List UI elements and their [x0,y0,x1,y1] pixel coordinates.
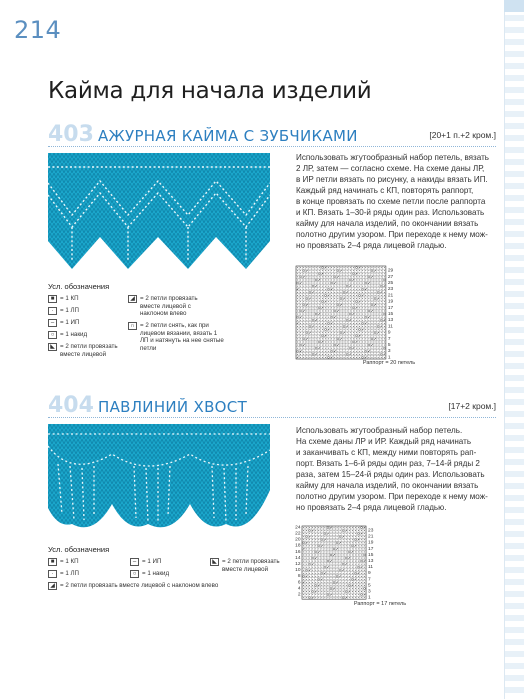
legend-item: ∩ = 2 петли снять, как при лицевом вязании, вязать 1 ЛП и натянуть на нее снятые петли [128,322,224,352]
row-label: 10 [295,568,301,574]
row-label: 5 [368,583,371,589]
row-label: 12 [295,562,301,568]
stitch-count: [17+2 кром.] [448,401,496,411]
legend-item: ○ = 1 накид [48,331,87,339]
row-label: 17 [368,546,374,552]
section-title: АЖУРНАЯ КАЙМА С ЗУБЧИКАМИ [98,127,358,145]
legend-item: ◣ = 2 петли провязать вместе лицевой [48,343,124,358]
row-label: 14 [295,555,301,561]
row-label: 23 [387,287,394,293]
row-label: 5 [387,342,391,348]
row-label: 21 [368,534,374,540]
row-label: 7 [368,577,371,583]
chapter-title: Кайма для начала изделий [48,78,372,104]
row-label: 27 [387,274,394,280]
row-label: 1 [368,595,371,600]
legend-item: · = 1 ЛП [48,570,79,578]
row-label: 16 [295,549,301,555]
row-label: 2 [297,592,301,598]
section-header-404 [48,395,496,417]
legend-item: – = 1 ИП [48,319,79,327]
legend-item: ■ = 1 КП [48,558,79,566]
row-label: 11 [368,565,374,571]
row-label: 11 [387,324,393,330]
legend-item: ◢ = 2 петли провязать вместе лицевой с наклоном влево [128,295,208,318]
row-label: 9 [387,330,391,336]
row-label: 13 [387,318,394,324]
row-label: 17 [387,305,394,311]
knit-photo-403 [48,153,270,269]
row-label: 18 [295,543,301,549]
section-title: ПАВЛИНИЙ ХВОСТ [98,398,248,416]
row-label: 13 [368,558,374,564]
row-label: 7 [387,336,391,342]
row-label: 22 [295,531,301,537]
row-label: 4 [297,586,301,592]
row-label: 8 [297,574,301,580]
row-label: 20 [295,537,301,543]
row-label: 15 [387,311,394,317]
legend-item: · = 1 ЛП [48,307,79,315]
legend-item: – = 1 ИП [130,558,161,566]
row-label: 1 [387,355,391,361]
chart-caption-404: Раппорт = 17 петель [353,601,407,607]
knitting-chart-404 [290,524,470,605]
row-label: 25 [387,280,394,286]
row-label: 3 [368,589,371,595]
row-label: 24 [295,525,301,531]
legend-item: ◢ = 2 петли провязать вместе лицевой с наклоном влево [48,582,278,590]
legend-item: ○ = 1 накид [130,570,169,578]
legend-item: ■ = 1 КП [48,295,79,303]
chart-caption-403: Раппорт = 20 петель [362,360,416,366]
section-header-403 [48,124,496,146]
row-label: 15 [368,552,374,558]
legend-title: Усл. обозначения [48,282,110,291]
row-label: 19 [387,299,394,305]
page-number: 214 [14,16,62,44]
legend-title: Усл. обозначения [48,545,110,554]
row-label: 23 [368,528,374,534]
chart-grid-404 [290,524,470,600]
page-edge-strip [504,0,524,699]
row-label: 6 [297,580,301,586]
description-404: Использовать жгутообразный набор петель. На схеме даны ЛР и ИР. Каждый ряд начинать и заканчивать с КП, между ними повторять рап- порт. Вязать 1–6-й ряды один раз, 7–14-й ряды 2 раза, затем 15–24-й ряды один раз. Использовать кайму для начала изделий, по окончании вязать полотно другим узором. При переходе к нему мож- но провязать 2–4 ряда лицевой гладью. [296,426,488,512]
row-label: 29 [387,268,394,274]
knit-photo-404 [48,424,270,540]
row-label: 3 [387,349,391,355]
legend-item: ◣ = 2 петли провязать вместе лицевой [210,558,282,573]
row-label: 21 [387,293,394,299]
description-403: Использовать жгутообразный набор петель, вязать 2 ЛР, затем — согласно схеме. На схеме даны ЛР, в ИР петли вязать по рисунку, а накиды вязать ИП. Каждый ряд начинать с КП, повторять раппорт, в конце провязать по схеме петли после раппорта и КП. Вязать 1–30-й ряды один раз. Использовать кайму для начала изделий, по окончании вязать полотно другим узором. При переходе к нему мож- но провязать 2–4 ряда лицевой гладью. [296,153,489,250]
row-label: 19 [368,540,374,546]
section-number: 404 [48,393,94,418]
section-number: 403 [48,122,94,147]
chart-grid-403 [294,264,494,362]
row-label: 9 [368,571,371,577]
stitch-count: [20+1 п.+2 кром.] [429,130,496,140]
knitting-chart-403 [294,264,494,367]
